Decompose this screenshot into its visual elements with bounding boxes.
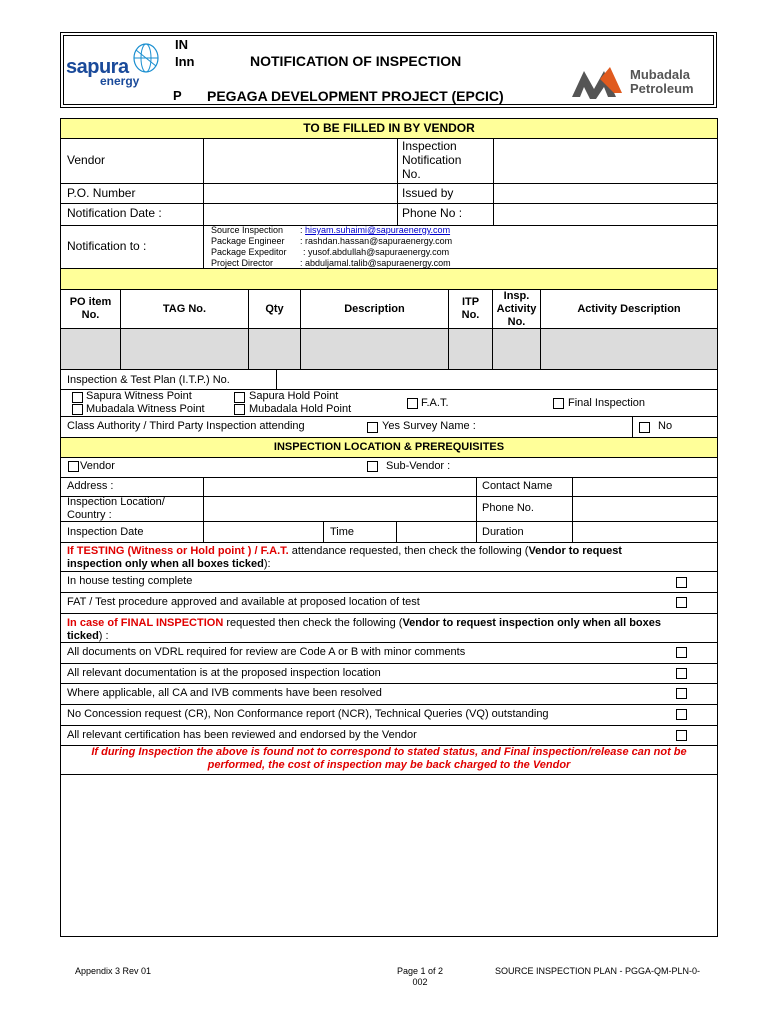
inspection-date-field[interactable] xyxy=(204,522,322,541)
header-line: No. xyxy=(461,309,480,321)
divider xyxy=(61,683,717,684)
location-phone-label: Phone No. xyxy=(482,502,534,514)
col-header-activity-description: Activity Description xyxy=(577,303,681,315)
col-header-po-item xyxy=(61,296,120,322)
contact-sep: : xyxy=(300,258,303,268)
yes-survey-label: Yes Survey Name : xyxy=(382,420,476,432)
divider xyxy=(61,592,717,593)
inspection-location-field[interactable] xyxy=(204,497,475,520)
label-line: Notification xyxy=(402,153,462,167)
mubadala-hold-label: Mubadala Hold Point xyxy=(249,403,352,415)
final-instructions xyxy=(67,617,707,643)
contact-email: abduljamal.talib@sapuraenergy.com xyxy=(305,258,451,268)
header-fragment-inn: Inn xyxy=(175,54,195,69)
contact-row xyxy=(211,247,452,258)
sapura-logo-text: sapura xyxy=(66,56,129,78)
sapura-witness-checkbox[interactable] xyxy=(72,392,83,403)
contact-email: yusof.abdullah@sapuraenergy.com xyxy=(308,247,450,257)
testing-item-label: In house testing complete xyxy=(67,575,193,587)
mubadala-witness-label: Mubadala Witness Point xyxy=(86,403,205,415)
time-field[interactable] xyxy=(397,522,475,541)
fat-label: F.A.T. xyxy=(421,397,449,409)
divider xyxy=(276,370,277,390)
testing-bold-text: inspection only when all boxes ticked xyxy=(67,558,264,570)
warning-line: performed, the cost of inspection may be back charged to the Vendor xyxy=(207,759,571,771)
testing-item-label: FAT / Test procedure approved and available at proposed location of test xyxy=(67,596,420,608)
header-line: No. xyxy=(507,316,526,328)
divider xyxy=(632,416,633,437)
contact-list xyxy=(211,225,452,269)
divider xyxy=(61,663,717,664)
inspection-date-label: Inspection Date xyxy=(67,526,144,538)
mubadala-logo-text-1: Mubadala xyxy=(630,67,690,82)
testing-item-checkbox[interactable] xyxy=(676,577,687,588)
header-line: Activity xyxy=(496,303,537,315)
comments-area[interactable] xyxy=(61,775,717,935)
po-number-label: P.O. Number xyxy=(67,186,136,200)
final-item-label: No Concession request (CR), Non Conformance report (NCR), Technical Queries (VQ) outstanding xyxy=(67,708,549,720)
divider xyxy=(61,542,717,543)
final-item-checkbox[interactable] xyxy=(676,730,687,741)
time-label: Time xyxy=(330,526,355,538)
vendor-section-title xyxy=(61,119,717,139)
label-line: Inspection xyxy=(402,139,457,153)
header-fragment-p: P xyxy=(173,88,182,103)
contact-role: Package Engineer xyxy=(211,236,285,246)
contact-email-link[interactable]: hisyam.suhaimi@sapuraenergy.com xyxy=(305,225,451,235)
page-title: NOTIFICATION OF INSPECTION xyxy=(250,53,462,69)
final-item-checkbox[interactable] xyxy=(676,709,687,720)
mubadala-logo-icon xyxy=(570,65,630,101)
header-line: Insp. xyxy=(503,290,530,302)
label-line: Inspection Location/ xyxy=(67,496,165,508)
notification-date-label: Notification Date : xyxy=(67,206,162,220)
final-item-checkbox[interactable] xyxy=(676,688,687,699)
col-header-tag: TAG No. xyxy=(162,303,207,315)
testing-text: attendance requested, then check the following ( xyxy=(288,545,529,557)
final-item-label: All documents on VDRL required for review are Code A or B with minor comments xyxy=(67,646,466,658)
contact-row xyxy=(211,258,452,269)
contact-sep: : xyxy=(300,225,303,235)
page-subtitle: PEGAGA DEVELOPMENT PROJECT (EPCIC) xyxy=(207,88,504,104)
divider xyxy=(540,290,541,369)
final-item-label: Where applicable, all CA and IVB comments have been resolved xyxy=(67,687,382,699)
divider xyxy=(397,139,398,225)
testing-bold-text: Vendor to request xyxy=(528,545,622,557)
warning-line: If during Inspection the above is found not to correspond to stated status, and Final inspection/release can not be xyxy=(91,746,687,758)
divider xyxy=(61,416,717,417)
sub-vendor-checkbox[interactable] xyxy=(367,461,378,472)
label-line: Country : xyxy=(67,509,112,521)
inspection-notification-field[interactable] xyxy=(494,140,716,182)
phone-field[interactable] xyxy=(494,204,716,224)
footer-page-number xyxy=(380,966,460,988)
testing-red-text: If TESTING (Witness or Hold point ) / F.A.T. xyxy=(67,545,289,557)
contact-email: rashdan.hassan@sapuraenergy.com xyxy=(305,236,453,246)
notification-to-label: Notification to : xyxy=(67,239,147,253)
mubadala-logo-text-2: Petroleum xyxy=(630,81,694,96)
location-vendor-label: Vendor xyxy=(80,460,115,472)
final-text: requested then check the following ( xyxy=(223,617,403,629)
class-authority-label: Class Authority / Third Party Inspection attending xyxy=(67,420,305,432)
testing-text: ): xyxy=(263,558,271,570)
po-number-field[interactable] xyxy=(204,184,396,202)
sapura-logo xyxy=(66,38,176,88)
yellow-spacer-band xyxy=(61,269,717,290)
footer-left: Appendix 3 Rev 01 xyxy=(75,966,152,976)
divider xyxy=(61,725,717,726)
label-line: No. xyxy=(402,167,421,181)
item-table-row[interactable] xyxy=(61,329,717,369)
vendor-section-title-text: TO BE FILLED IN BY VENDOR xyxy=(303,121,475,135)
final-bold-text: Vendor to request inspection only when all boxes xyxy=(402,617,662,629)
final-item-checkbox[interactable] xyxy=(676,668,687,679)
no-survey-label: No xyxy=(658,420,673,432)
address-label: Address : xyxy=(67,480,114,492)
divider xyxy=(61,369,717,370)
sapura-hold-label: Sapura Hold Point xyxy=(249,390,339,402)
inspection-notification-label xyxy=(402,139,461,181)
final-item-checkbox[interactable] xyxy=(676,647,687,658)
divider xyxy=(61,571,717,572)
footer-line: 002 xyxy=(412,977,428,987)
sapura-logo-subtext: energy xyxy=(100,74,140,88)
col-header-itp xyxy=(449,296,492,322)
no-survey-checkbox[interactable] xyxy=(639,422,650,433)
divider xyxy=(300,290,301,369)
header-line: PO item xyxy=(69,296,112,308)
final-item-label: All relevant documentation is at the proposed inspection location xyxy=(67,667,381,679)
location-section-title xyxy=(61,437,717,458)
col-header-description: Description xyxy=(344,303,405,315)
sapura-hold-checkbox[interactable] xyxy=(234,392,245,403)
contact-role: Project Director xyxy=(211,258,274,268)
contact-sep: : xyxy=(303,247,306,257)
col-header-insp-activity xyxy=(493,290,540,329)
contact-row xyxy=(211,225,452,236)
divider xyxy=(323,521,324,542)
itp-label: Inspection & Test Plan (I.T.P.) No. xyxy=(67,374,230,386)
duration-label: Duration xyxy=(482,526,524,538)
col-header-qty: Qty xyxy=(265,303,284,315)
location-phone-field[interactable] xyxy=(573,497,716,520)
divider xyxy=(476,477,477,542)
address-field[interactable] xyxy=(204,478,475,495)
issued-by-label: Issued by xyxy=(402,186,454,200)
inspection-location-label xyxy=(67,496,165,522)
mubadala-hold-checkbox[interactable] xyxy=(234,404,245,415)
footer-line: Page 1 of 2 xyxy=(396,966,444,976)
final-item-label: All relevant certification has been reviewed and endorsed by the Vendor xyxy=(67,729,417,741)
vendor-field[interactable] xyxy=(204,140,396,182)
footer-right: SOURCE INSPECTION PLAN - PGGA-QM-PLN-0- xyxy=(495,966,701,976)
divider xyxy=(248,290,249,369)
notification-date-field[interactable] xyxy=(204,204,396,224)
location-vendor-checkbox[interactable] xyxy=(68,461,79,472)
final-text: ) : xyxy=(98,630,109,642)
contact-name-field[interactable] xyxy=(573,478,716,495)
sapura-witness-label: Sapura Witness Point xyxy=(86,390,192,402)
yes-survey-checkbox[interactable] xyxy=(367,422,378,433)
contact-role: Package Expeditor xyxy=(211,247,287,257)
final-red-text: In case of FINAL INSPECTION xyxy=(67,617,224,629)
final-bold-text: ticked xyxy=(67,630,99,642)
contact-name-label: Contact Name xyxy=(482,480,553,492)
header-fragment-in: IN xyxy=(175,37,188,52)
location-section-title-text: INSPECTION LOCATION & PREREQUISITES xyxy=(273,441,505,453)
sub-vendor-label: Sub-Vendor : xyxy=(386,460,451,472)
duration-field[interactable] xyxy=(573,522,716,541)
final-inspection-label: Final Inspection xyxy=(568,397,646,409)
back-charge-warning xyxy=(61,746,717,772)
vendor-label: Vendor xyxy=(67,153,106,167)
divider xyxy=(61,613,717,614)
contact-row xyxy=(211,236,452,247)
divider xyxy=(61,642,717,643)
header-line: No. xyxy=(81,309,100,321)
fat-checkbox[interactable] xyxy=(407,398,418,409)
issued-by-field[interactable] xyxy=(494,184,716,202)
testing-item-checkbox[interactable] xyxy=(676,597,687,608)
divider xyxy=(61,704,717,705)
contact-sep: : xyxy=(300,236,303,246)
mubadala-witness-checkbox[interactable] xyxy=(72,404,83,415)
contact-role: Source Inspection xyxy=(211,225,284,235)
divider xyxy=(120,290,121,369)
mubadala-logo xyxy=(570,65,710,105)
phone-label: Phone No : xyxy=(402,206,463,220)
header-line: ITP xyxy=(461,296,480,308)
final-inspection-checkbox[interactable] xyxy=(553,398,564,409)
divider xyxy=(276,389,717,390)
testing-instructions xyxy=(67,545,707,571)
